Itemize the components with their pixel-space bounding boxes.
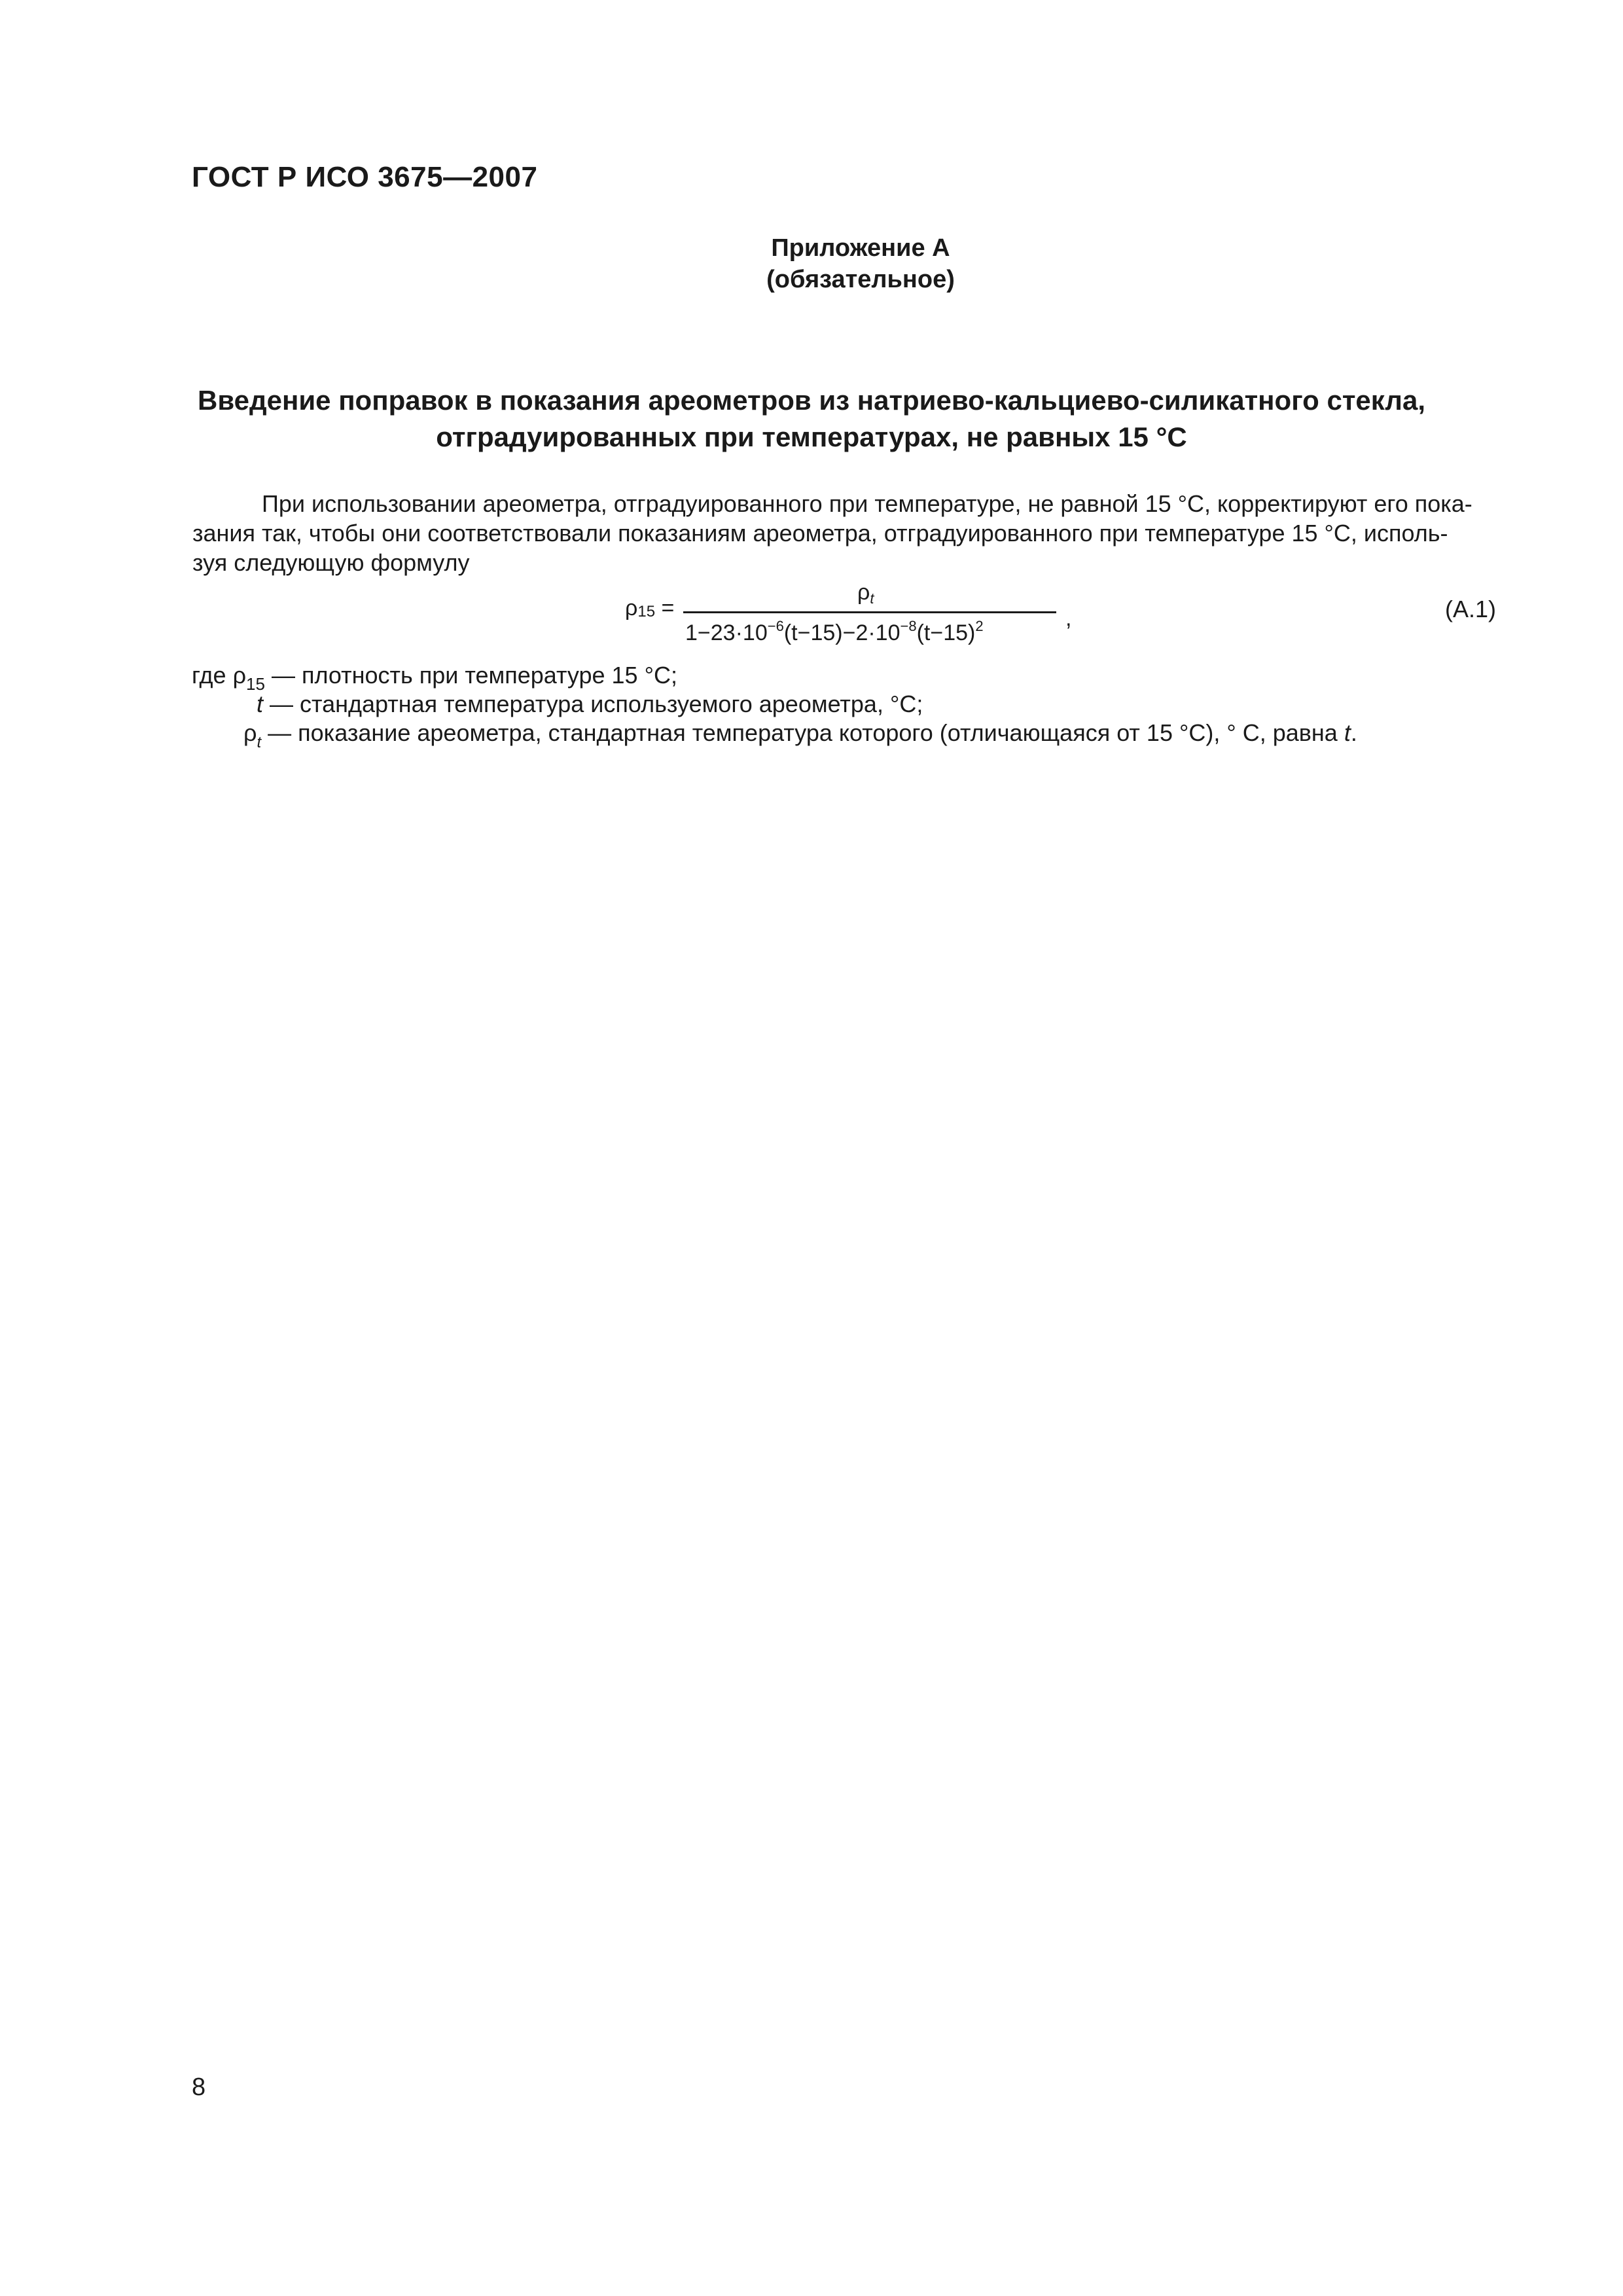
paragraph-line-1: При использовании ареометра, отградуированного при температуре, не равной 15 °C, корректируют его пока- <box>262 490 1472 517</box>
formula-numerator: $\rho_t$ <box>857 580 874 607</box>
definition-rho15: где $\rho_{15}$ — плотность при температуре 15 °C; <box>192 662 677 694</box>
appendix-label: Приложение А <box>771 234 950 262</box>
page-number: 8 <box>192 2073 206 2101</box>
appendix-status: (обязательное) <box>766 266 955 293</box>
section-title-line-1: Введение поправок в показания ареометров из натриево-кальциево-силикатного стекла, <box>198 385 1425 416</box>
definition-rho-t: $\rho_t$ — показание ареометра, стандартная температура которого (отличающаяся от 15 °C), ° C, равна t. <box>243 719 1357 751</box>
paragraph-line-2: зания так, чтобы они соответствовали показаниям ареометра, отградуированного при температуре 15 °C, исполь- <box>192 520 1448 547</box>
definition-t: t — стандартная температура используемого ареометра, °C; <box>257 691 923 717</box>
formula-lhs: $\rho_{15}$ = <box>625 596 675 620</box>
document-code: ГОСТ Р ИСО 3675—2007 <box>192 161 538 193</box>
formula-comma: , <box>1065 606 1072 631</box>
equation-number: (А.1) <box>1445 596 1497 622</box>
fraction-bar <box>683 611 1056 613</box>
paragraph-line-3: зуя следующую формулу <box>192 549 470 576</box>
section-title-line-2: отградуированных при температурах, не равных 15 °C <box>436 422 1187 452</box>
formula-denominator: $1-23\cdot 10^{-6}(t-15)-2\cdot 10^{-8}(t-15)^2$ <box>685 618 984 645</box>
